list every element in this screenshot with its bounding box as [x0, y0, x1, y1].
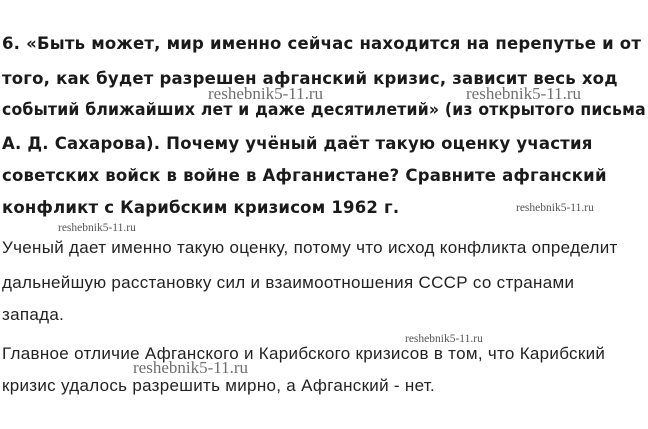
watermark-small-3: reshebnik5-11.ru — [405, 333, 483, 345]
watermark-large-1: reshebnik5-11.ru — [208, 84, 324, 103]
answer-p1-line-2: дальнейшую расстановку сил и взаимоотношения СССР со странами — [2, 273, 575, 292]
question-line-2: того, как будет разрешен афганский кризис, зависит весь ход — [2, 69, 618, 88]
watermark-large-2: reshebnik5-11.ru — [466, 84, 582, 103]
question-line-3: событий ближайших лет и даже десятилетий» (из открытого письма — [2, 100, 646, 119]
answer-p2-line-1: Главное отличие Афганского и Карибского кризисов в том, что Карибский — [2, 344, 606, 363]
question-line-1: 6. «Быть может, мир именно сейчас находится на перепутье и от — [2, 34, 642, 53]
watermark-small-2: reshebnik5-11.ru — [58, 222, 136, 234]
question-line-5: советских войск в войне в Афганистане? Сравните афганский — [2, 166, 607, 185]
answer-p1-line-1: Ученый дает именно такую оценку, потому что исход конфликта определит — [2, 238, 618, 257]
watermark-small-1: reshebnik5-11.ru — [516, 202, 594, 214]
watermark-large-3: reshebnik5-11.ru — [133, 358, 249, 377]
question-line-4: А. Д. Сахарова). Почему учёный даёт такую оценку участия — [2, 134, 593, 153]
answer-p1-line-3: запада. — [2, 305, 65, 324]
question-line-6: конфликт с Карибским кризисом 1962 г. — [2, 198, 400, 217]
answer-p2-line-2: кризис удалось разрешить мирно, а Афганский - нет. — [2, 376, 436, 395]
